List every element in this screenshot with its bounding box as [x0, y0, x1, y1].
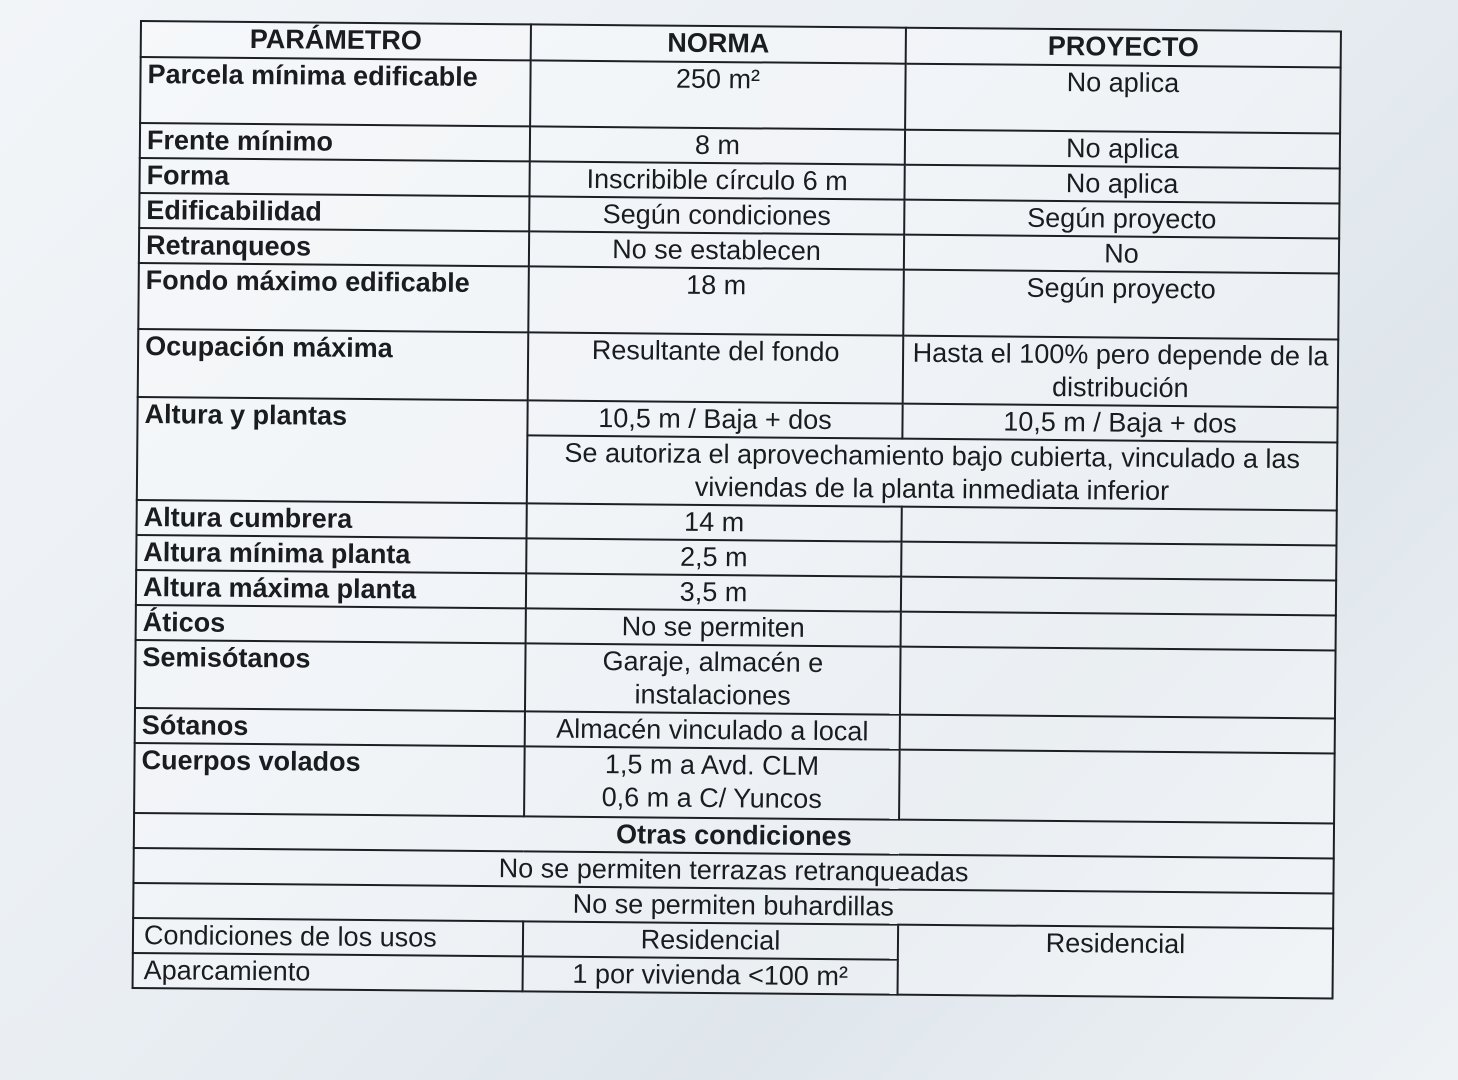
param-cell: Sótanos: [135, 708, 525, 746]
parameters-table: [132, 20, 1342, 999]
param-cell: Altura y plantas: [137, 397, 528, 503]
param-cell: Altura máxima planta: [136, 570, 526, 608]
header-parametro: PARÁMETRO: [141, 21, 531, 60]
otras-condiciones-line: No se permiten terrazas retranqueadas: [133, 848, 1333, 893]
proyecto-cell: [901, 612, 1336, 651]
param-cell: Semisótanos: [135, 640, 526, 711]
proyecto-cell: No aplica: [905, 64, 1341, 134]
norma-cell: 1 por vivienda <100 m²: [523, 956, 898, 994]
proyecto-cell: [899, 750, 1335, 824]
param-cell: Cuerpos volados: [134, 743, 525, 816]
norma-cell: 18 m: [528, 266, 904, 335]
proyecto-cell: Hasta el 100% pero depende de la distribución: [903, 336, 1339, 408]
proyecto-cell: No aplica: [905, 130, 1340, 169]
param-cell: Frente mínimo: [140, 123, 530, 161]
proyecto-cell: [901, 577, 1336, 616]
proyecto-cell: Según proyecto: [904, 200, 1339, 239]
table-row: [134, 743, 1335, 823]
norma-cell: 250 m²: [530, 60, 906, 129]
proyecto-cell: [901, 542, 1336, 581]
param-cell: Altura cumbrera: [137, 500, 527, 538]
norma-cell: No se permiten: [526, 608, 901, 646]
altura-note-cell: Se autoriza el aprovechamiento bajo cubierta, vinculado a las viviendas de la planta inmediata inferior: [527, 435, 1338, 510]
param-cell: Aparcamiento: [133, 953, 523, 991]
norma-line-1: 1,5 m a Avd. CLM: [604, 749, 820, 781]
table-row: [138, 263, 1339, 339]
proyecto-cell: [900, 715, 1335, 754]
norma-cell: [524, 746, 900, 819]
norma-cell: No se establecen: [529, 231, 904, 269]
proyecto-cell: No: [904, 235, 1339, 274]
otras-condiciones-title: Otras condiciones: [134, 813, 1334, 858]
norma-cell: Resultante del fondo: [528, 332, 904, 403]
table-row: [135, 640, 1336, 718]
proyecto-cell: [900, 647, 1336, 719]
norma-cell: 2,5 m: [526, 538, 901, 576]
param-cell: Altura mínima planta: [136, 535, 526, 573]
norma-line-2: 0,6 m a C/ Yuncos: [601, 782, 822, 814]
proyecto-cell: [901, 507, 1336, 546]
proyecto-cell: 10,5 m / Baja + dos: [902, 404, 1337, 443]
proyecto-cell: Residencial: [898, 925, 1334, 999]
norma-cell: Inscribible círculo 6 m: [529, 161, 904, 199]
norma-cell: Garaje, almacén e instalaciones: [525, 643, 901, 714]
proyecto-cell: Según proyecto: [903, 270, 1339, 340]
norma-cell: 3,5 m: [526, 573, 901, 611]
param-cell: Forma: [139, 158, 529, 196]
param-cell: Parcela mínima edificable: [140, 57, 531, 126]
param-cell: Edificabilidad: [139, 193, 529, 231]
table-row: [138, 329, 1339, 407]
document-sheet: [132, 20, 1340, 999]
norma-cell: 8 m: [530, 126, 905, 164]
param-cell: Retranqueos: [139, 228, 529, 266]
param-cell: Áticos: [136, 605, 526, 643]
norma-cell: 14 m: [526, 503, 901, 541]
table-row: [140, 57, 1341, 133]
norma-cell: Residencial: [523, 921, 898, 959]
param-cell: Fondo máximo edificable: [138, 263, 529, 332]
param-cell: Ocupación máxima: [138, 329, 529, 400]
header-norma: NORMA: [531, 24, 906, 63]
norma-cell: Almacén vinculado a local: [525, 711, 900, 749]
otras-condiciones-line: No se permiten buhardillas: [133, 883, 1333, 928]
proyecto-cell: No aplica: [904, 165, 1339, 204]
header-proyecto: PROYECTO: [906, 28, 1341, 68]
norma-cell: 10,5 m / Baja + dos: [527, 400, 902, 438]
norma-cell: Según condiciones: [529, 196, 904, 234]
param-cell: Condiciones de los usos: [133, 918, 523, 956]
